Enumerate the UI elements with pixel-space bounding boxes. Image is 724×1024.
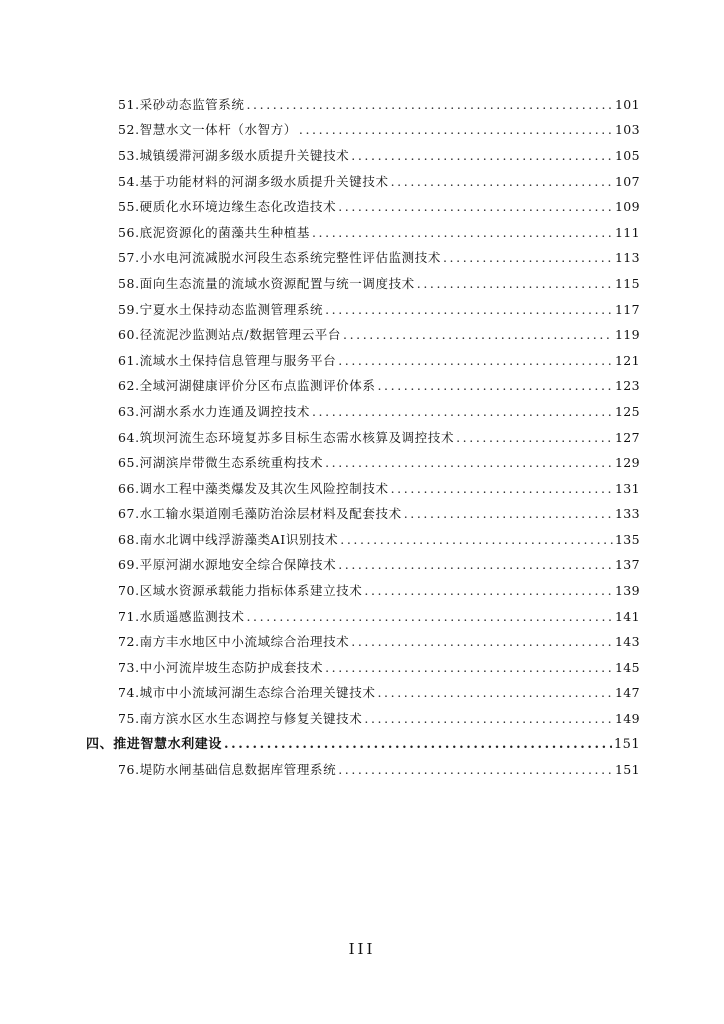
dot-leader	[456, 430, 613, 446]
toc-entry-page-number: 113	[614, 250, 640, 266]
dot-leader	[391, 481, 613, 497]
dot-leader	[417, 276, 613, 292]
toc-entry[interactable]	[84, 476, 640, 502]
dot-leader	[299, 122, 613, 138]
toc-entry-page-number: 141	[614, 608, 640, 624]
toc-entry[interactable]	[84, 348, 640, 374]
toc-entry-title: 64.筑坝河流生态环境复苏多目标生态需水核算及调控技术	[118, 429, 455, 445]
toc-entry[interactable]	[84, 399, 640, 425]
toc-entry-page-number: 123	[614, 378, 640, 394]
toc-entry[interactable]	[84, 604, 640, 630]
dot-leader	[338, 557, 613, 573]
toc-entry-title: 73.中小河流岸坡生态防护成套技术	[118, 659, 324, 675]
toc-entry[interactable]	[84, 297, 640, 323]
toc-entry-title: 76.堤防水闸基础信息数据库管理系统	[118, 762, 337, 778]
dot-leader	[404, 506, 613, 522]
toc-entry[interactable]	[84, 629, 640, 655]
dot-leader	[351, 148, 613, 164]
toc-entry-title: 58.面向生态流量的流域水资源配置与统一调度技术	[118, 275, 415, 291]
toc-entry-title: 59.宁夏水土保持动态监测管理系统	[118, 301, 324, 317]
toc-entry-page-number: 135	[614, 531, 640, 547]
toc-entry-title: 四、推进智慧水利建设	[86, 736, 223, 752]
toc-entry-page-number: 143	[614, 634, 640, 650]
toc-entry[interactable]	[84, 92, 640, 118]
toc-entry[interactable]	[84, 655, 640, 681]
toc-entry[interactable]	[84, 194, 640, 220]
toc-entry[interactable]	[84, 553, 640, 579]
page-number: III	[348, 940, 376, 958]
toc-entry-title: 57.小水电河流减脱水河段生态系统完整性评估监测技术	[118, 250, 441, 266]
toc-entry-page-number: 147	[614, 685, 640, 701]
toc-entry-title: 75.南方滨水区水生态调控与修复关键技术	[118, 711, 363, 727]
dot-leader	[338, 353, 613, 369]
toc-entry-page-number: 117	[614, 301, 640, 317]
toc-entry-page-number: 125	[614, 403, 640, 419]
dot-leader	[338, 762, 613, 778]
toc-section-heading[interactable]	[84, 732, 640, 758]
toc-entry[interactable]	[84, 143, 640, 169]
dot-leader	[364, 711, 613, 727]
toc-entry[interactable]	[84, 502, 640, 528]
toc-entry-page-number: 109	[614, 199, 640, 215]
toc-entry-page-number: 121	[614, 352, 640, 368]
toc-entry[interactable]	[84, 220, 640, 246]
toc-entry[interactable]	[84, 322, 640, 348]
toc-entry-title: 68.南水北调中线浮游藻类AI识别技术	[118, 531, 339, 547]
dot-leader	[343, 327, 613, 343]
toc-entry-title: 51.采砂动态监管系统	[118, 96, 245, 112]
toc-entry[interactable]	[84, 169, 640, 195]
dot-leader	[325, 302, 613, 318]
toc-entry-title: 70.区域水资源承载能力指标体系建立技术	[118, 583, 363, 599]
toc-entry-title: 71.水质遥感监测技术	[118, 608, 245, 624]
dot-leader	[246, 609, 612, 625]
toc-entry-title: 65.河湖滨岸带微生态系统重构技术	[118, 455, 324, 471]
toc-entry-page-number: 137	[614, 557, 640, 573]
dot-leader	[312, 404, 613, 420]
toc-entry-title: 53.城镇缓滞河湖多级水质提升关键技术	[118, 147, 350, 163]
toc-entry-page-number: 111	[614, 224, 640, 240]
toc-entry-title: 60.径流泥沙监测站点/数据管理云平台	[118, 327, 341, 343]
toc-entry-title: 72.南方丰水地区中小流域综合治理技术	[118, 634, 350, 650]
dot-leader	[377, 378, 612, 394]
dot-leader	[325, 660, 613, 676]
toc-entry-page-number: 131	[614, 480, 640, 496]
toc-entry[interactable]	[84, 425, 640, 451]
dot-leader	[312, 225, 613, 241]
toc-entry-page-number: 133	[614, 506, 640, 522]
toc-entry-page-number: 115	[614, 275, 640, 291]
toc-entry-title: 63.河湖水系水力连通及调控技术	[118, 403, 310, 419]
toc-entry[interactable]	[84, 118, 640, 144]
toc-entry-title: 61.流域水土保持信息管理与服务平台	[118, 352, 337, 368]
toc-entry-page-number: 129	[614, 455, 640, 471]
toc-entry-page-number: 103	[614, 122, 640, 138]
toc-entry[interactable]	[84, 374, 640, 400]
toc-entry-title: 54.基于功能材料的河湖多级水质提升关键技术	[118, 173, 389, 189]
toc-entry-page-number: 119	[614, 327, 640, 343]
toc-entry-page-number: 105	[614, 147, 640, 163]
toc-entry-title: 69.平原河湖水源地安全综合保障技术	[118, 557, 337, 573]
toc-entry-title: 55.硬质化水环境边缘生态化改造技术	[118, 199, 337, 215]
toc-entry-title: 56.底泥资源化的菌藻共生种植基	[118, 224, 310, 240]
dot-leader	[246, 97, 612, 113]
toc-entry-page-number: 151	[613, 736, 640, 752]
toc-entry-page-number: 145	[614, 659, 640, 675]
toc-entry-page-number: 139	[614, 583, 640, 599]
dot-leader	[340, 532, 613, 548]
toc-entry[interactable]	[84, 246, 640, 272]
toc-entry-page-number: 127	[614, 429, 640, 445]
toc-entry-title: 67.水工输水渠道刚毛藻防治涂层材料及配套技术	[118, 506, 402, 522]
dot-leader	[377, 685, 612, 701]
toc-entry[interactable]	[84, 527, 640, 553]
toc-entry-page-number: 151	[614, 762, 640, 778]
toc-entry[interactable]	[84, 757, 640, 783]
toc-entry[interactable]	[84, 450, 640, 476]
dot-leader	[224, 737, 612, 753]
toc-entry-page-number: 101	[614, 96, 640, 112]
toc-entry-title: 66.调水工程中藻类爆发及其次生风险控制技术	[118, 480, 389, 496]
toc-entry[interactable]	[84, 706, 640, 732]
toc-entry-title: 52.智慧水文一体杆（水智方）	[118, 122, 297, 138]
table-of-contents	[84, 92, 640, 783]
toc-entry-page-number: 107	[614, 173, 640, 189]
toc-entry[interactable]	[84, 681, 640, 707]
dot-leader	[391, 174, 613, 190]
toc-entry-title: 62.全域河湖健康评价分区布点监测评价体系	[118, 378, 376, 394]
toc-entry[interactable]	[84, 271, 640, 297]
toc-entry[interactable]	[84, 578, 640, 604]
dot-leader	[338, 199, 613, 215]
dot-leader	[443, 250, 613, 266]
dot-leader	[351, 634, 613, 650]
toc-entry-page-number: 149	[614, 711, 640, 727]
dot-leader	[364, 583, 613, 599]
toc-entry-title: 74.城市中小流域河湖生态综合治理关键技术	[118, 685, 376, 701]
dot-leader	[325, 455, 613, 471]
